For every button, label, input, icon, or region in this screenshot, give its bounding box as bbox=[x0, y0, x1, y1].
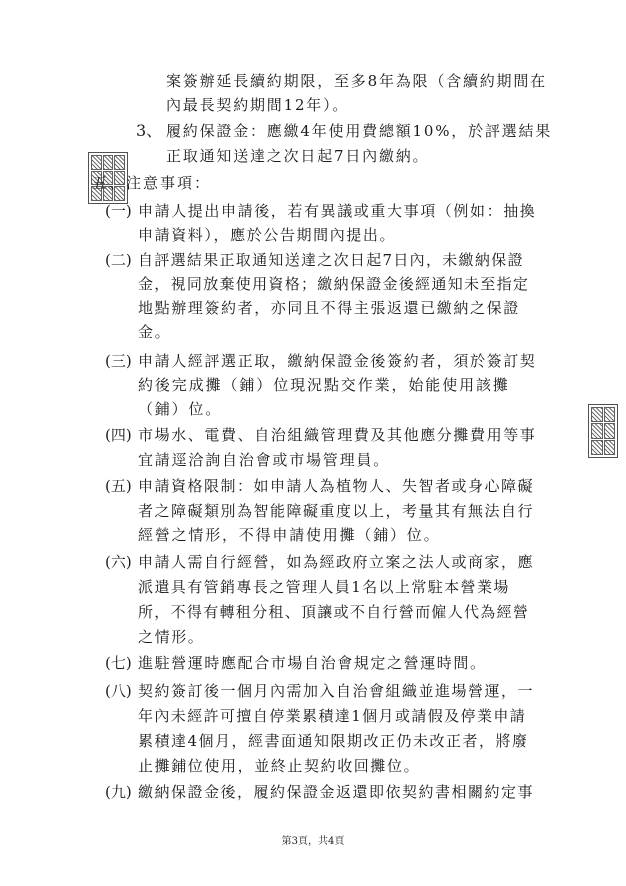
text-line: 年內未經許可擅自停業累積達1個月或請假及停業申請 bbox=[138, 707, 527, 725]
item-marker: (七) bbox=[105, 654, 132, 672]
text-line: 正取通知送達之次日起7日內繳納。 bbox=[166, 147, 430, 165]
text-line: 案簽辦延長續約期限，至多8年為限（含續約期間在 bbox=[166, 72, 547, 90]
text-line: 申請人提出申請後，若有異議或重大事項（例如：抽換 bbox=[138, 202, 537, 220]
text-line: 繳納保證金後，履約保證金返還即依契約書相關約定事 bbox=[138, 783, 535, 801]
item-marker: (四) bbox=[105, 426, 132, 444]
item-marker: (二) bbox=[105, 251, 132, 269]
text-line: 申請人需自行經營，如為經政府立案之法人或商家，應 bbox=[138, 553, 535, 571]
item-marker: (六) bbox=[105, 553, 132, 571]
text-line: 申請資料），應於公告期間內提出。 bbox=[138, 226, 397, 244]
text-line: 申請人經評選正取，繳納保證金後簽約者，須於簽訂契 bbox=[138, 352, 537, 370]
item-marker: (三) bbox=[105, 352, 132, 370]
item-marker: (五) bbox=[105, 477, 132, 495]
text-line: （鋪）位。 bbox=[138, 400, 223, 418]
text-line: 累積達4個月，經書面通知限期改正仍未改正者，將廢 bbox=[138, 732, 529, 750]
text-line: 所，不得有轉租分租、頂讓或不自行營而僱人代為經營 bbox=[138, 603, 530, 621]
text-line: 之情形。 bbox=[138, 628, 205, 646]
text-line: 契約簽訂後一個月內需加入自治會組織並進場營運，一 bbox=[138, 682, 535, 700]
text-line: 宜請逕洽詢自治會或市場管理員。 bbox=[138, 451, 391, 469]
page-number: 第3頁，共4頁 bbox=[281, 836, 345, 847]
item-marker: (九) bbox=[105, 783, 132, 801]
text-line: 金。 bbox=[138, 323, 172, 341]
text-line: 止攤鋪位使用，並終止契約收回攤位。 bbox=[138, 757, 421, 775]
text-line: 履約保證金：應繳4年使用費總額10%，於評選結果 bbox=[166, 122, 553, 140]
item-marker: (八) bbox=[105, 682, 132, 700]
text-line: 派遣具有管銷專長之管理人員1名以上常駐本營業場 bbox=[138, 578, 510, 596]
seal-stamp-right bbox=[588, 404, 618, 458]
text-line: 者之障礙類別為智能障礙重度以上，考量其有無法自行 bbox=[138, 502, 535, 520]
text-line: 內最長契約期間12年）。 bbox=[166, 96, 350, 114]
section-heading: 五、注意事項： bbox=[92, 174, 212, 192]
text-line: 經營之情形，不得申請使用攤（鋪）位。 bbox=[138, 526, 441, 544]
text-line: 約後完成攤（鋪）位現況點交作業，始能使用該攤 bbox=[138, 376, 510, 394]
text-line: 市場水、電費、自治組織管理費及其他應分攤費用等事 bbox=[138, 426, 537, 444]
text-line: 金，視同放棄使用資格；繳納保證金後經通知未至指定 bbox=[138, 275, 530, 293]
text-line: 進駐營運時應配合市場自治會規定之營運時間。 bbox=[138, 654, 487, 672]
text-line: 申請資格限制：如申請人為植物人、失智者或身心障礙 bbox=[138, 477, 535, 495]
text-line: 地點辦理簽約者，亦同且不得主張返還已繳納之保證 bbox=[138, 299, 520, 317]
item-marker: (一) bbox=[105, 202, 132, 220]
text-line: 自評選結果正取通知送達之次日起7日內，未繳納保證 bbox=[138, 251, 524, 269]
item-number: 3、 bbox=[136, 121, 163, 140]
